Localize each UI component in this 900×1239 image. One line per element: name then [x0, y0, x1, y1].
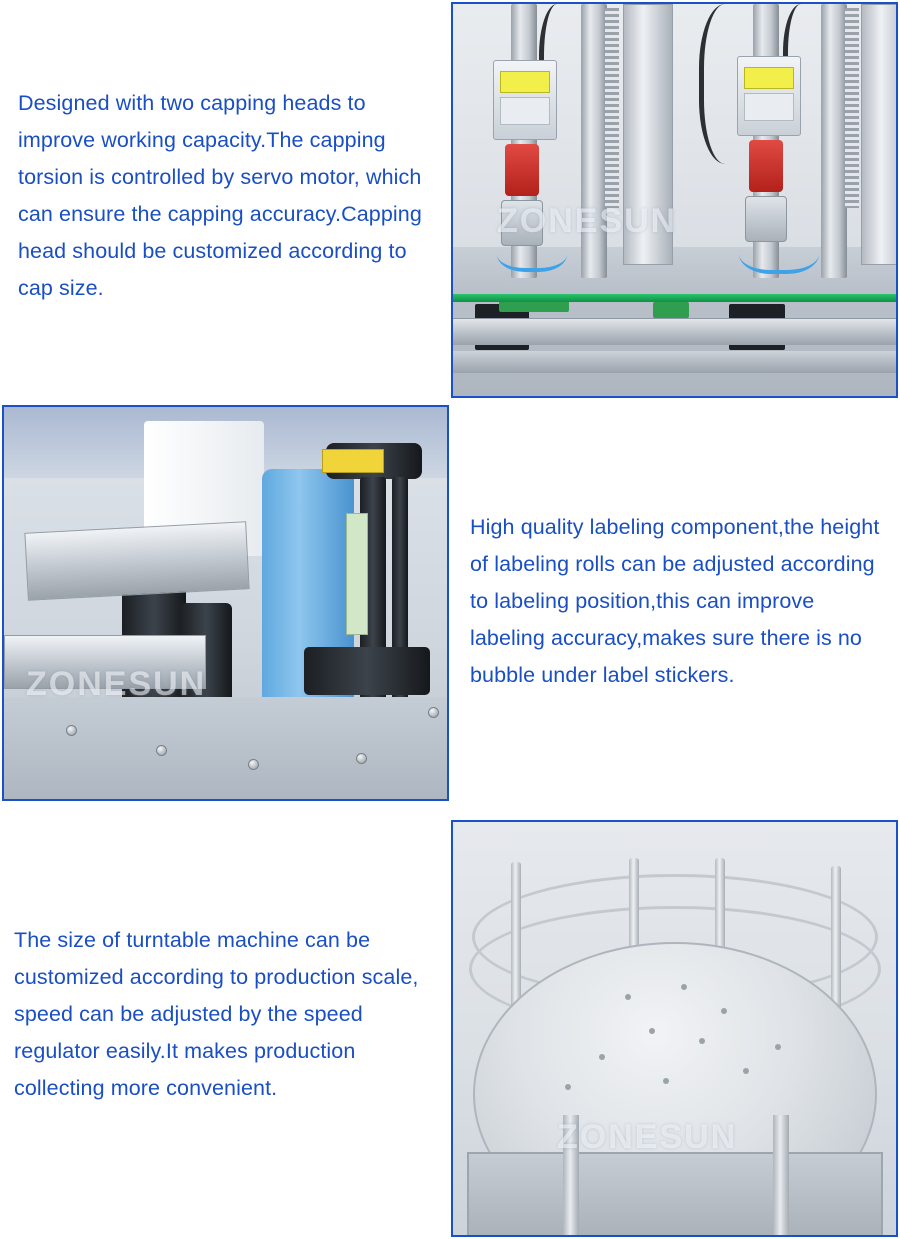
disk-mark-6 — [599, 1054, 605, 1060]
servo-warning-label-2 — [744, 67, 794, 89]
warning-tag — [322, 449, 384, 473]
turntable-leg-2 — [773, 1115, 789, 1235]
capping-linear-rail-1 — [623, 4, 673, 265]
conveyor-lower-frame — [453, 351, 896, 373]
conveyor-frame — [453, 318, 896, 345]
air-tube-1 — [497, 228, 567, 272]
disk-mark-1 — [625, 994, 631, 1000]
labeling-description-text: High quality labeling component,the height of labeling rolls can be adjusted according to labeling position,this can improve labeling accuracy,makes sure there is no bubble under label stickers. — [470, 515, 880, 687]
servo-warning-label-1 — [500, 71, 550, 93]
watermark-text: ZONESUN — [557, 1118, 738, 1156]
spring-1 — [605, 8, 619, 208]
servo-motor-1 — [493, 60, 557, 140]
disk-mark-5 — [699, 1038, 705, 1044]
air-tube-2 — [739, 224, 819, 274]
servo-spec-label-1 — [500, 97, 550, 125]
capping-column-2 — [581, 4, 607, 278]
screw-1 — [66, 725, 77, 736]
turntable-rim — [467, 1152, 883, 1235]
turntable-description-text: The size of turntable machine can be customized according to production scale, speed can be adjusted by the speed regulator easily.It makes production collecting more convenient. — [14, 928, 419, 1100]
capping-description-text: Designed with two capping heads to improve working capacity.The capping torsion is controlled by servo motor, which can ensure the capping accuracy.Capping head should be customized according to cap size. — [18, 91, 422, 300]
labeling-component-photo-content — [4, 407, 447, 799]
capping-linear-rail-2 — [861, 4, 896, 265]
conveyor-belt — [453, 294, 896, 302]
capping-heads-photo — [451, 2, 898, 398]
disk-mark-4 — [649, 1028, 655, 1034]
watermark-text: ZONESUN — [497, 202, 678, 240]
horizontal-arm — [304, 647, 430, 695]
disk-mark-3 — [721, 1008, 727, 1014]
disk-mark-7 — [663, 1078, 669, 1084]
disk-mark-10 — [775, 1044, 781, 1050]
watermark-text: ZONESUN — [26, 665, 207, 703]
turntable-photo-content — [453, 822, 896, 1235]
screw-5 — [428, 707, 439, 718]
turntable-photo — [451, 820, 898, 1237]
metal-guide-plate — [24, 521, 249, 601]
labeling-component-photo — [2, 405, 449, 801]
sensor-board-2 — [653, 302, 689, 318]
capping-heads-photo-content — [453, 4, 896, 396]
spring-2 — [845, 8, 859, 208]
disk-mark-2 — [681, 984, 687, 990]
screw-2 — [156, 745, 167, 756]
disk-mark-8 — [743, 1068, 749, 1074]
disk-mark-9 — [565, 1084, 571, 1090]
screw-4 — [356, 753, 367, 764]
screw-3 — [248, 759, 259, 770]
red-cylinder-1 — [505, 144, 539, 196]
metal-bracket — [4, 635, 206, 689]
servo-motor-2 — [737, 56, 801, 136]
machine-base — [4, 697, 447, 799]
turntable-leg-1 — [563, 1115, 579, 1235]
green-indicator — [346, 513, 368, 635]
red-cylinder-2 — [749, 140, 783, 192]
servo-spec-label-2 — [744, 93, 794, 121]
